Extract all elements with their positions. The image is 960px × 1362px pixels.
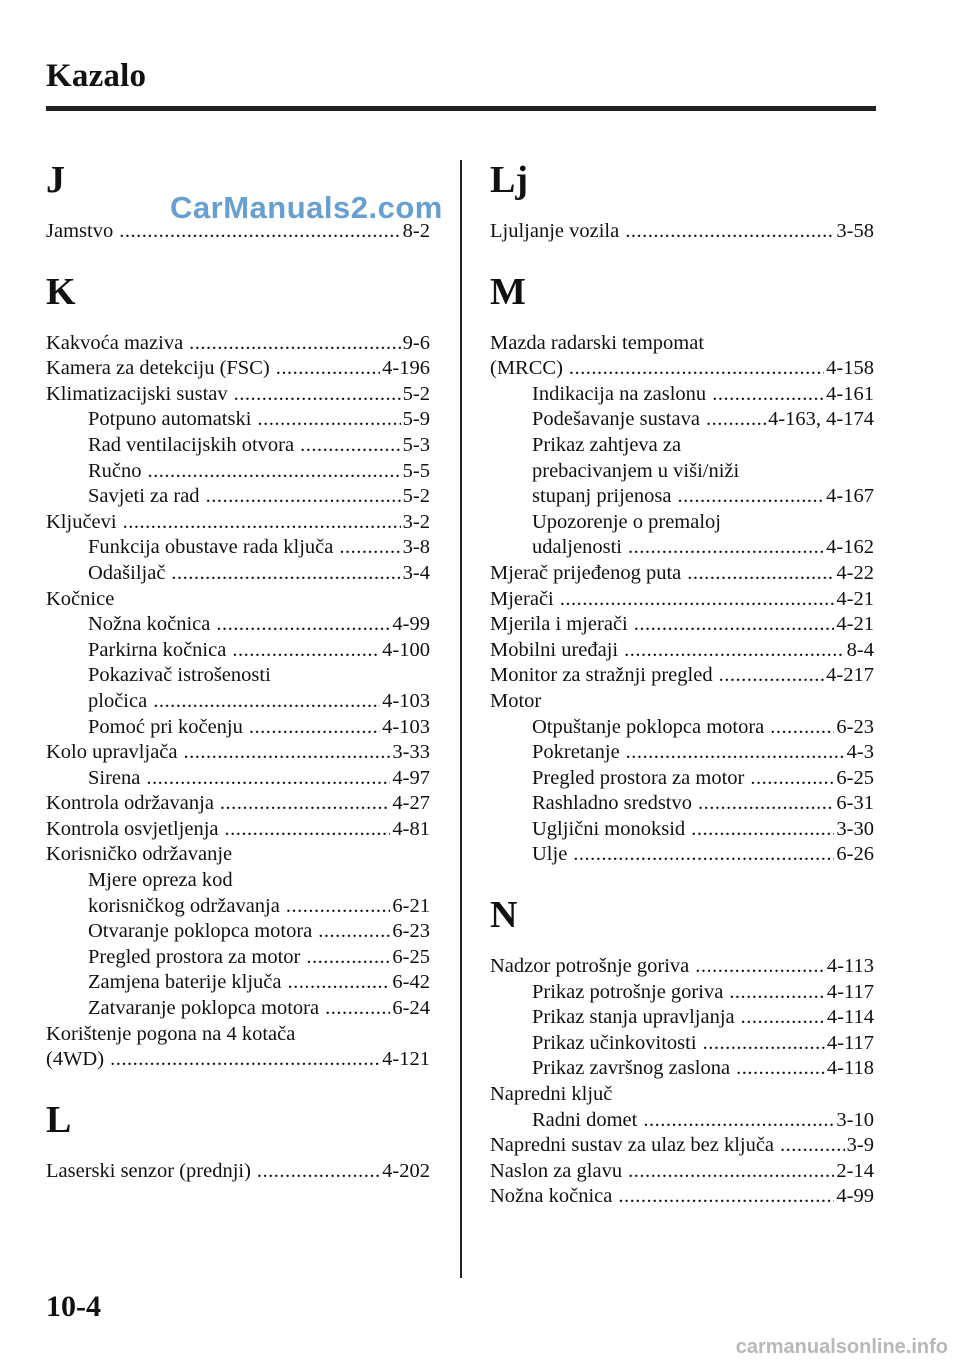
index-entry bbox=[46, 842, 430, 868]
index-entry bbox=[490, 663, 874, 689]
entry-text: prebacivanjem u viši/niži bbox=[532, 459, 740, 482]
entry-text: pločica bbox=[88, 689, 148, 712]
index-entry bbox=[46, 1022, 430, 1048]
entry-page-ref: 6-25 bbox=[836, 766, 874, 789]
entry-page-ref: 4-121 bbox=[382, 1048, 430, 1071]
index-entry bbox=[490, 1184, 874, 1210]
entry-text: Pokretanje bbox=[532, 741, 620, 764]
dot-leader bbox=[628, 535, 824, 561]
entry-page-ref: 4-114 bbox=[826, 1006, 874, 1029]
entry-page-ref: 4-117 bbox=[826, 1031, 874, 1054]
entry-page-ref: 4-196 bbox=[382, 357, 430, 380]
entry-text: Indikacija na zaslonu bbox=[532, 382, 707, 405]
dot-leader bbox=[706, 407, 766, 433]
index-subentry bbox=[490, 510, 874, 536]
dot-leader bbox=[573, 842, 834, 868]
entry-text: Klimatizacijski sustav bbox=[46, 382, 228, 405]
index-subentry bbox=[490, 1108, 874, 1134]
dot-leader bbox=[288, 970, 391, 996]
entry-page-ref: 4-27 bbox=[392, 792, 430, 815]
index-subentry bbox=[490, 791, 874, 817]
entry-text: Pregled prostora za motor bbox=[532, 766, 745, 789]
entry-page-ref: 3-4 bbox=[402, 561, 430, 584]
entry-text: stupanj prijenosa bbox=[532, 485, 672, 508]
index-entry bbox=[46, 817, 430, 843]
dot-leader bbox=[148, 459, 401, 485]
section-gap bbox=[46, 245, 430, 267]
column-divider bbox=[460, 160, 462, 1278]
entry-page-ref: 6-26 bbox=[836, 843, 874, 866]
dot-leader bbox=[698, 791, 834, 817]
index-subentry bbox=[46, 945, 430, 971]
dot-leader bbox=[216, 612, 390, 638]
dot-leader bbox=[146, 766, 390, 792]
entry-page-ref: 8-4 bbox=[846, 638, 874, 661]
entry-text: Korištenje pogona na 4 kotača bbox=[46, 1022, 296, 1045]
dot-leader bbox=[628, 1159, 834, 1185]
index-subentry bbox=[490, 817, 874, 843]
index-subentry bbox=[46, 407, 430, 433]
index-subentry bbox=[46, 970, 430, 996]
index-column-left bbox=[46, 155, 430, 1184]
entry-page-ref: 6-23 bbox=[392, 920, 430, 943]
entry-text: Funkcija obustave rada ključa bbox=[88, 536, 334, 559]
index-subentry bbox=[46, 996, 430, 1022]
dot-leader bbox=[306, 945, 390, 971]
index-entry bbox=[46, 382, 430, 408]
entry-page-ref: 9-6 bbox=[402, 331, 430, 354]
dot-leader bbox=[318, 919, 390, 945]
entry-text: Kakvoća maziva bbox=[46, 331, 184, 354]
dot-leader bbox=[729, 980, 825, 1006]
entry-page-ref: 6-42 bbox=[392, 971, 430, 994]
index-subentry bbox=[490, 842, 874, 868]
index-subentry bbox=[490, 382, 874, 408]
section-letter: M bbox=[490, 270, 526, 313]
dot-leader bbox=[736, 1056, 825, 1082]
entry-text: (MRCC) bbox=[490, 357, 563, 380]
header-rule bbox=[46, 106, 876, 111]
entry-text: Zatvaranje poklopca motora bbox=[88, 997, 320, 1020]
dot-leader bbox=[569, 356, 824, 382]
entry-text: Otvaranje poklopca motora bbox=[88, 920, 313, 943]
entry-text: Napredni ključ bbox=[490, 1083, 613, 1106]
entry-page-ref: 5-2 bbox=[402, 382, 430, 405]
entry-page-ref: 6-25 bbox=[392, 945, 430, 968]
entry-text: Kontrola osvjetljenja bbox=[46, 817, 219, 840]
index-entry bbox=[490, 1082, 874, 1108]
index-subentry bbox=[46, 638, 430, 664]
entry-text: Kočnice bbox=[46, 587, 115, 610]
section-letter: N bbox=[490, 894, 518, 937]
entry-text: Mjerač prijeđenog puta bbox=[490, 561, 682, 584]
entry-page-ref: 4-97 bbox=[392, 766, 430, 789]
index-subentry bbox=[490, 484, 874, 510]
entry-text: Kamera za detekciju (FSC) bbox=[46, 357, 270, 380]
entry-text: udaljenosti bbox=[532, 536, 622, 559]
entry-text: Sirena bbox=[88, 766, 141, 789]
entry-text: Ulje bbox=[532, 843, 568, 866]
entry-text: Motor bbox=[490, 689, 542, 712]
footer-watermark[interactable]: carmanualsonline.info bbox=[735, 1336, 948, 1358]
dot-leader bbox=[286, 894, 391, 920]
index-entry bbox=[46, 587, 430, 613]
index-subentry bbox=[490, 1005, 874, 1031]
entry-text: Mjerila i mjerači bbox=[490, 613, 628, 636]
index-entry bbox=[490, 1159, 874, 1185]
index-subentry bbox=[46, 715, 430, 741]
index-subentry bbox=[490, 535, 874, 561]
section-gap bbox=[46, 1073, 430, 1095]
entry-page-ref: 4-21 bbox=[836, 613, 874, 636]
entry-page-ref: 4-81 bbox=[392, 817, 430, 840]
section-gap bbox=[46, 317, 430, 331]
dot-leader bbox=[643, 1108, 834, 1134]
index-entry bbox=[490, 689, 874, 715]
index-entry bbox=[46, 356, 430, 382]
entry-text: Podešavanje sustava bbox=[532, 408, 700, 431]
index-entry bbox=[46, 510, 430, 536]
dot-leader bbox=[153, 689, 380, 715]
entry-text: Savjeti za rad bbox=[88, 485, 200, 508]
entry-text: Nožna kočnica bbox=[88, 613, 211, 636]
entry-text: (4WD) bbox=[46, 1048, 105, 1071]
dot-leader bbox=[220, 791, 391, 817]
dot-leader bbox=[300, 433, 401, 459]
dot-leader bbox=[618, 1184, 834, 1210]
section-letter: J bbox=[46, 159, 65, 201]
dot-leader bbox=[234, 382, 401, 408]
entry-page-ref: 4-118 bbox=[826, 1057, 874, 1080]
dot-leader bbox=[750, 766, 834, 792]
entry-text: Mjerači bbox=[490, 587, 554, 610]
index-subentry bbox=[46, 561, 430, 587]
dot-leader bbox=[123, 510, 401, 536]
index-subentry bbox=[46, 535, 430, 561]
index-subentry bbox=[46, 868, 430, 894]
index-subentry bbox=[490, 980, 874, 1006]
entry-text: Prikaz učinkovitosti bbox=[532, 1031, 697, 1054]
entry-text: Nadzor potrošnje goriva bbox=[490, 955, 690, 978]
entry-text: Prikaz stanja upravljanja bbox=[532, 1006, 735, 1029]
index-entry bbox=[490, 561, 874, 587]
dot-leader bbox=[225, 817, 391, 843]
index-entry bbox=[490, 954, 874, 980]
dot-leader bbox=[232, 638, 380, 664]
section-letter: Lj bbox=[490, 159, 528, 201]
entry-page-ref: 4-117 bbox=[826, 980, 874, 1003]
index-column-right bbox=[490, 155, 874, 1210]
entry-text: Zamjena baterije ključa bbox=[88, 971, 282, 994]
dot-leader bbox=[625, 219, 834, 245]
dot-leader bbox=[703, 1031, 825, 1057]
entry-text: Ljuljanje vozila bbox=[490, 220, 620, 242]
index-subentry bbox=[46, 459, 430, 485]
entry-text: Naslon za glavu bbox=[490, 1159, 623, 1182]
entry-text: Pokazivač istrošenosti bbox=[88, 664, 271, 687]
entry-page-ref: 4-103 bbox=[382, 715, 430, 738]
entry-page-ref: 8-2 bbox=[402, 220, 430, 242]
index-subentry bbox=[46, 484, 430, 510]
entry-text: Korisničko održavanje bbox=[46, 843, 233, 866]
entry-page-ref: 3-8 bbox=[402, 536, 430, 559]
entry-page-ref: 4-103 bbox=[382, 689, 430, 712]
entry-text: Jamstvo bbox=[46, 220, 114, 242]
page-number: 10-4 bbox=[46, 1290, 101, 1323]
entry-text: Ključevi bbox=[46, 510, 117, 533]
dot-leader bbox=[339, 535, 400, 561]
entry-page-ref: 4-99 bbox=[392, 613, 430, 636]
dot-leader bbox=[626, 740, 845, 766]
entry-text: Pomoć pri kočenju bbox=[88, 715, 243, 738]
section-gap bbox=[490, 940, 874, 954]
entry-text: Radni domet bbox=[532, 1108, 638, 1131]
index-entry bbox=[490, 1133, 874, 1159]
dot-leader bbox=[770, 715, 834, 741]
entry-page-ref: 4-22 bbox=[836, 561, 874, 584]
index-entry bbox=[490, 219, 874, 245]
entry-page-ref: 4-100 bbox=[382, 638, 430, 661]
index-entry bbox=[490, 638, 874, 664]
index-entry bbox=[490, 587, 874, 613]
entry-page-ref: 6-21 bbox=[392, 894, 430, 917]
index-entry bbox=[490, 356, 874, 382]
entry-page-ref: 2-14 bbox=[836, 1159, 874, 1182]
index-entry bbox=[46, 740, 430, 766]
entry-text: Kolo upravljača bbox=[46, 741, 178, 764]
entry-text: Ugljični monoksid bbox=[532, 817, 686, 840]
index-entry bbox=[46, 1159, 430, 1185]
dot-leader bbox=[634, 612, 835, 638]
index-subentry bbox=[490, 740, 874, 766]
index-entry bbox=[490, 331, 874, 357]
entry-text: korisničkog održavanja bbox=[88, 894, 280, 917]
dot-leader bbox=[687, 561, 834, 587]
entry-page-ref: 4-167 bbox=[826, 485, 874, 508]
dot-leader bbox=[184, 740, 391, 766]
entry-text: Nožna kočnica bbox=[490, 1185, 613, 1208]
index-entry bbox=[46, 1047, 430, 1073]
entry-page-ref: 5-3 bbox=[402, 433, 430, 456]
dot-leader bbox=[257, 407, 400, 433]
entry-page-ref: 6-23 bbox=[836, 715, 874, 738]
section-letter: L bbox=[46, 1098, 72, 1141]
watermark-logo: CarManuals2.com bbox=[170, 190, 443, 225]
dot-leader bbox=[780, 1133, 845, 1159]
entry-text: Pregled prostora za motor bbox=[88, 945, 301, 968]
index-subentry bbox=[46, 612, 430, 638]
dot-leader bbox=[257, 1159, 380, 1185]
index-subentry bbox=[46, 689, 430, 715]
dot-leader bbox=[276, 356, 380, 382]
entry-page-ref: 4-21 bbox=[836, 587, 874, 610]
entry-page-ref: 5-2 bbox=[402, 485, 430, 508]
dot-leader bbox=[719, 663, 825, 689]
entry-page-ref: 3-10 bbox=[836, 1108, 874, 1131]
index-subentry bbox=[46, 766, 430, 792]
dot-leader bbox=[691, 817, 834, 843]
entry-text: Monitor za stražnji pregled bbox=[490, 664, 713, 687]
section-gap bbox=[490, 317, 874, 331]
entry-page-ref: 4-202 bbox=[382, 1159, 430, 1182]
dot-leader bbox=[171, 561, 400, 587]
dot-leader bbox=[189, 331, 401, 357]
section-gap bbox=[46, 1145, 430, 1159]
entry-page-ref: 4-158 bbox=[826, 357, 874, 380]
entry-text: Upozorenje o premaloj bbox=[532, 510, 721, 533]
index-subentry bbox=[490, 766, 874, 792]
index-entry bbox=[46, 791, 430, 817]
entry-text: Prikaz završnog zaslona bbox=[532, 1057, 731, 1080]
dot-leader bbox=[741, 1005, 825, 1031]
entry-text: Mjere opreza kod bbox=[88, 869, 233, 892]
page-title: Kazalo bbox=[46, 58, 147, 94]
entry-text: Otpuštanje poklopca motora bbox=[532, 715, 765, 738]
dot-leader bbox=[712, 382, 824, 408]
index-subentry bbox=[490, 407, 874, 433]
entry-text: Rashladno sredstvo bbox=[532, 792, 692, 815]
entry-text: Potpuno automatski bbox=[88, 408, 252, 431]
entry-page-ref: 3-2 bbox=[402, 510, 430, 533]
entry-text: Ručno bbox=[88, 459, 142, 482]
index-subentry bbox=[490, 715, 874, 741]
entry-page-ref: 5-9 bbox=[402, 408, 430, 431]
index-subentry bbox=[46, 894, 430, 920]
entry-text: Laserski senzor (prednji) bbox=[46, 1159, 251, 1182]
dot-leader bbox=[560, 587, 835, 613]
section-gap bbox=[490, 868, 874, 890]
index-entry bbox=[46, 331, 430, 357]
entry-page-ref: 3-33 bbox=[392, 741, 430, 764]
entry-page-ref: 5-5 bbox=[402, 459, 430, 482]
index-subentry bbox=[490, 459, 874, 485]
section-gap bbox=[490, 205, 874, 219]
dot-leader bbox=[206, 484, 401, 510]
entry-page-ref: 3-9 bbox=[846, 1134, 874, 1157]
index-subentry bbox=[490, 1031, 874, 1057]
entry-page-ref: 4-113 bbox=[826, 955, 874, 978]
entry-page-ref: 4-163, 4-174 bbox=[768, 408, 874, 431]
section-letter: K bbox=[46, 270, 76, 313]
entry-page-ref: 4-161 bbox=[826, 382, 874, 405]
entry-text: Odašiljač bbox=[88, 561, 166, 584]
entry-page-ref: 4-217 bbox=[826, 664, 874, 687]
index-subentry bbox=[46, 433, 430, 459]
entry-text: Mazda radarski tempomat bbox=[490, 331, 705, 354]
dot-leader bbox=[695, 954, 825, 980]
entry-text: Kontrola održavanja bbox=[46, 792, 214, 815]
dot-leader bbox=[325, 996, 390, 1022]
entry-text: Mobilni uređaji bbox=[490, 638, 619, 661]
entry-text: Parkirna kočnica bbox=[88, 638, 227, 661]
entry-text: Napredni sustav za ulaz bez ključa bbox=[490, 1134, 775, 1157]
entry-page-ref: 4-162 bbox=[826, 536, 874, 559]
entry-text: Prikaz potrošnje goriva bbox=[532, 980, 724, 1003]
entry-text: Prikaz zahtjeva za bbox=[532, 433, 682, 456]
entry-page-ref: 6-31 bbox=[836, 792, 874, 815]
index-subentry bbox=[490, 433, 874, 459]
index-subentry bbox=[490, 1056, 874, 1082]
dot-leader bbox=[678, 484, 825, 510]
entry-page-ref: 4-3 bbox=[846, 741, 874, 764]
entry-page-ref: 4-99 bbox=[836, 1185, 874, 1208]
entry-page-ref: 3-30 bbox=[836, 817, 874, 840]
entry-page-ref: 6-24 bbox=[392, 997, 430, 1020]
dot-leader bbox=[249, 715, 380, 741]
dot-leader bbox=[624, 638, 845, 664]
entry-page-ref: 3-58 bbox=[836, 220, 874, 242]
entry-text: Rad ventilacijskih otvora bbox=[88, 433, 295, 456]
index-entry bbox=[490, 612, 874, 638]
index-subentry bbox=[46, 663, 430, 689]
index-subentry bbox=[46, 919, 430, 945]
dot-leader bbox=[110, 1047, 380, 1073]
section-gap bbox=[490, 245, 874, 267]
